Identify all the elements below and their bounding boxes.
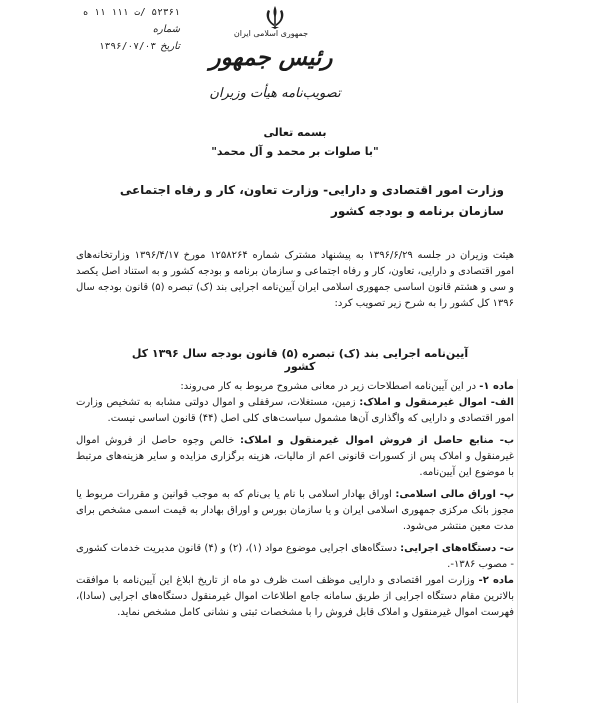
preamble: هیئت وزیران در جلسه ۱۳۹۶/۶/۲۹ به پیشنهاد مشترک شماره ۱۲۵۸۲۶۴ مورخ ۱۳۹۶/۴/۱۷ وزارتخانه‌های امور اقتصادی و دارایی، تعاون، کار و رفاه اجتماعی و سازمان برنامه و بودجه کشور و به استناد اصل یکصد و سی و هشتم قانون اساسی جمهوری اسلامی ایران آیین‌نامه اجرایی بند (ک) تبصره (۵) قانون بودجه سال ۱۳۹۶ کل کشور را به شرح زیر تصویب کرد: <box>76 250 514 309</box>
office-title: رئیس جمهور <box>209 44 333 71</box>
national-emblem-icon <box>262 4 288 30</box>
definition-term: الف- اموال غیرمنقول و املاک: <box>359 397 514 408</box>
date-row <box>30 38 180 55</box>
definition-term: پ- اوراق مالی اسلامی: <box>395 489 514 500</box>
number-label-row <box>30 21 180 38</box>
article-2-heading: ماده ۲- <box>478 575 514 586</box>
addressee-line-2: سازمان برنامه و بودجه کشور <box>331 204 504 218</box>
definition-item <box>76 433 514 481</box>
definition-text: اوراق بهادار اسلامی با نام یا بی‌نام که به موجب قوانین و مقررات مربوط یا مجوز بانک مرکزی جمهوری اسلامی ایران و یا سازمان بورس و اوراق بهادار به قیمت اسمی مشخص برای مدت معین منتشر می‌شود. <box>76 489 514 532</box>
number-row <box>30 4 180 21</box>
document-type: تصویب‌نامه هیأت وزیران <box>209 86 341 101</box>
number-value: ۵۲۳۶۱ /ت ۱۱۱ ۱۱ ه <box>82 7 180 18</box>
basmala: بسمه تعالی <box>263 126 327 139</box>
definition-text: دستگاه‌های اجرایی موضوع مواد (۱)، (۲) و (۴) قانون مدیریت خدمات کشوری - مصوب ۱۳۸۶-. <box>76 543 514 570</box>
definition-item <box>76 487 514 535</box>
addressees <box>84 180 504 222</box>
definition-item <box>76 541 514 573</box>
articles <box>76 379 514 621</box>
margin-line <box>517 379 518 703</box>
article-1-text: در این آیین‌نامه اصطلاحات زیر در معانی مشروح مربوط به کار می‌روند: <box>180 381 480 392</box>
article-1 <box>76 379 514 395</box>
number-label: شماره <box>152 24 180 35</box>
definition-item <box>76 395 514 427</box>
date-label: تاریخ <box>160 41 180 52</box>
definition-term: ت- دستگاه‌های اجرایی: <box>400 543 515 554</box>
addressee-line-1: وزارت امور اقتصادی و دارایی- وزارت تعاون، کار و رفاه اجتماعی <box>119 183 504 197</box>
definition-term: ب- منابع حاصل از فروش اموال غیرمنقول و املاک: <box>240 435 514 446</box>
definition-text: زمین، مستغلات، سرقفلی و اموال دولتی مشابه به تشخیص وزارت امور اقتصادی و دارایی که واگذاری آن‌ها مشمول سیاست‌های کلی اصل (۴۴) قانون اساسی نیست. <box>76 397 514 424</box>
salawat: "با صلوات بر محمد و آل محمد" <box>211 145 379 158</box>
article-1-heading: ماده ۱- <box>479 381 514 392</box>
date-value: ۱۳۹۶/۰۷/۰۳ <box>98 41 157 52</box>
article-2 <box>76 573 514 621</box>
article-2-text: وزارت امور اقتصادی و دارایی موظف است ظرف دو ماه از تاریخ ابلاغ این آیین‌نامه با موافقت بالاترین مقام دستگاه اجرایی از طریق سامانه جامع اطلاعات اموال غیرمنقول دستگاه‌های اجرایی (سادا)، فهرست اموال غیرمنقول و املاک قابل فروش را با مشخصات ثبتی و نشانی کامل مشخص نماید. <box>76 575 514 618</box>
document-reference <box>30 4 180 55</box>
definition-text: خالص وجوه حاصل از فروش اموال غیرمنقول و املاک پس از کسورات قانونی اعم از مالیات، هزینه برگزاری مزایده و سایر هزینه‌های مرتبط با موضوع این آیین‌نامه. <box>76 435 514 478</box>
regulation-title: آیین‌نامه اجرایی بند (ک) تبصره (۵) قانون بودجه سال ۱۳۹۶ کل کشور <box>131 347 469 373</box>
country-name: جمهوری اسلامی ایران <box>233 29 309 38</box>
